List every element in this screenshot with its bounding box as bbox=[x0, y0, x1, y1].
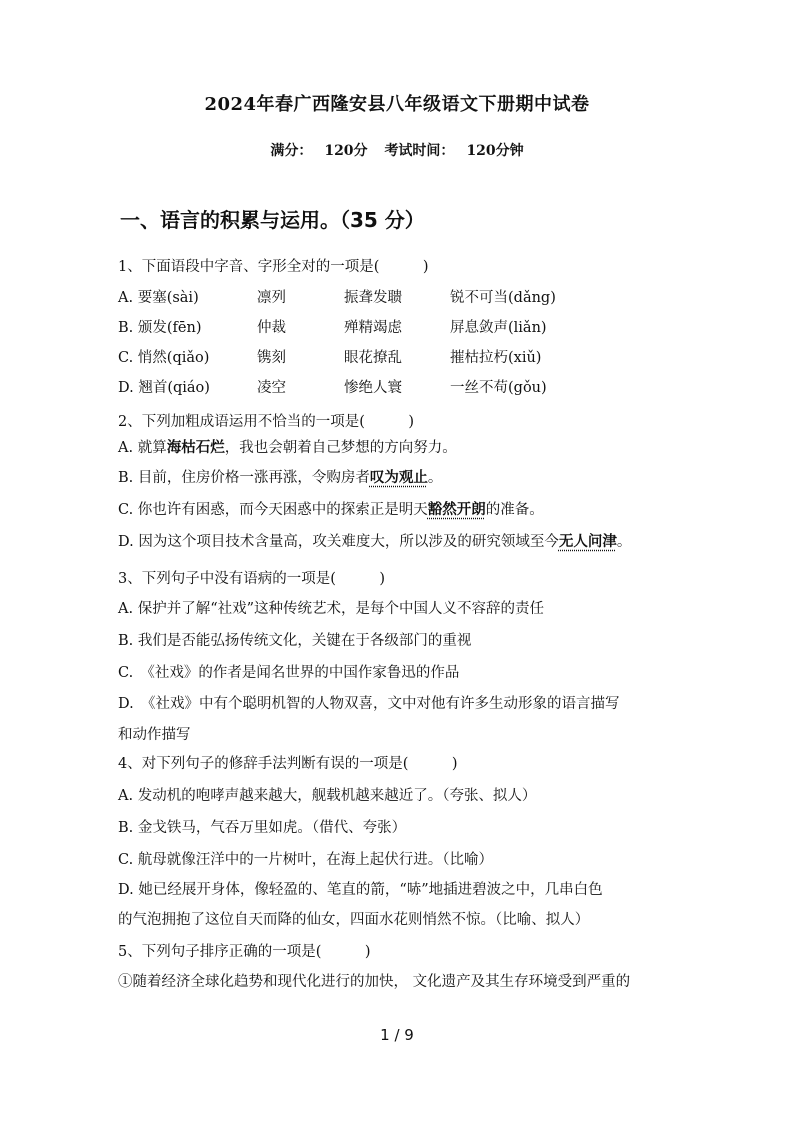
q1-stem: 1、下面语段中字音、字形全对的一项是( ) bbox=[118, 259, 429, 275]
q3-option-c: C. 《社戏》的作者是闻名世界的中国作家鲁迅的作品 bbox=[118, 665, 460, 681]
q2-d-post: 。 bbox=[616, 534, 632, 550]
q1-d-col4: 一丝不苟(gǒu) bbox=[450, 380, 547, 396]
q1-c-col4: 摧枯拉朽(xiǔ) bbox=[450, 350, 542, 366]
q2-stem: 2、下列加粗成语运用不恰当的一项是( ) bbox=[118, 414, 415, 430]
q2-c-post: 的准备。 bbox=[485, 502, 544, 518]
q1-b-col2: 仲裁 bbox=[257, 320, 286, 336]
q1-b-col1: B. 颁发(fēn) bbox=[118, 320, 202, 336]
q4-stem: 4、对下列句子的修辞手法判断有误的一项是( ) bbox=[118, 756, 458, 772]
score-value: 120分 bbox=[324, 143, 368, 159]
q2-a-post: ，我也会朝着自己梦想的方向努力。 bbox=[224, 440, 457, 456]
q2-b-post: 。 bbox=[427, 470, 443, 486]
q4-option-d-line2: 的气泡拥抱了这位自天而降的仙女，四面水花则悄然不惊。（比喻、拟人） bbox=[118, 912, 590, 928]
time-value: 120分钟 bbox=[466, 143, 524, 159]
q3-option-d-line2: 和动作描写 bbox=[118, 727, 191, 743]
q2-a-pre: A. 就算 bbox=[118, 440, 167, 456]
q1-d-col2: 凌空 bbox=[257, 380, 286, 396]
page-number: 1 / 9 bbox=[380, 1026, 414, 1044]
score-label: 满分： bbox=[270, 143, 313, 159]
time-label: 考试时间： bbox=[384, 143, 455, 159]
q1-a-col2: 凛列 bbox=[257, 290, 286, 306]
q4-option-b: B. 金戈铁马，气吞万里如虎。（借代、夸张） bbox=[118, 820, 407, 836]
q4-option-c: C. 航母就像汪洋中的一片树叶，在海上起伏行进。（比喻） bbox=[118, 852, 494, 868]
q1-c-col2: 镌刻 bbox=[257, 350, 286, 366]
q2-c-idiom: 豁然开朗 bbox=[427, 501, 486, 518]
q1-b-col4: 屏息敛声(liǎn) bbox=[450, 320, 547, 336]
q2-option-b bbox=[118, 466, 442, 487]
q2-b-pre: B. 目前，住房价格一涨再涨，令购房者 bbox=[118, 470, 370, 486]
q3-stem: 3、下列句子中没有语病的一项是( ) bbox=[118, 571, 386, 587]
q1-a-col1: A. 要塞(sài) bbox=[118, 290, 199, 306]
q2-option-a bbox=[118, 436, 457, 457]
q2-c-pre: C. 你也许有困惑，而今天困惑中的探索正是明天 bbox=[118, 502, 428, 518]
q2-d-idiom: 无人问津 bbox=[558, 533, 617, 550]
q2-b-idiom: 叹为观止 bbox=[369, 469, 428, 486]
q1-a-col4: 锐不可当(dǎng) bbox=[450, 290, 556, 306]
q1-b-col3: 殚精竭虑 bbox=[344, 320, 402, 336]
q1-d-col1: D. 翘首(qiáo) bbox=[118, 380, 210, 396]
q1-c-col1: C. 悄然(qiǎo) bbox=[118, 350, 210, 366]
q1-c-col3: 眼花撩乱 bbox=[344, 350, 402, 366]
q4-option-a: A. 发动机的咆哮声越来越大，舰载机越来越近了。（夸张、拟人） bbox=[118, 788, 537, 804]
section-heading: 一、语言的积累与运用。（35 分） bbox=[120, 208, 425, 232]
q1-a-col3: 振聋发聩 bbox=[344, 290, 402, 306]
q5-sentence-1: ①随着经济全球化趋势和现代化进行的加快， 文化遗产及其生存环境受到严重的 bbox=[118, 974, 631, 990]
q3-option-a: A. 保护并了解“社戏”这种传统艺术，是每个中国人义不容辞的责任 bbox=[118, 601, 545, 617]
q3-option-b: B. 我们是否能弘扬传统文化，关键在于各级部门的重视 bbox=[118, 633, 472, 649]
exam-info bbox=[0, 140, 794, 160]
exam-title: 2024年春广西隆安县八年级语文下册期中试卷 bbox=[204, 94, 590, 115]
q4-option-d-line1: D. 她已经展开身体，像轻盈的、笔直的箭，“哧”地插进碧波之中，几串白色 bbox=[118, 882, 603, 898]
q2-d-pre: D. 因为这个项目技术含量高，攻关难度大，所以涉及的研究领域至今 bbox=[118, 534, 559, 550]
q2-option-d bbox=[118, 530, 631, 551]
q1-d-col3: 惨绝人寰 bbox=[344, 380, 402, 396]
q5-stem: 5、下列句子排序正确的一项是( ) bbox=[118, 944, 371, 960]
q2-a-idiom: 海枯石烂 bbox=[166, 439, 225, 456]
q2-option-c bbox=[118, 498, 544, 519]
q3-option-d-line1: D. 《社戏》中有个聪明机智的人物双喜，文中对他有许多生动形象的语言描写 bbox=[118, 696, 620, 712]
